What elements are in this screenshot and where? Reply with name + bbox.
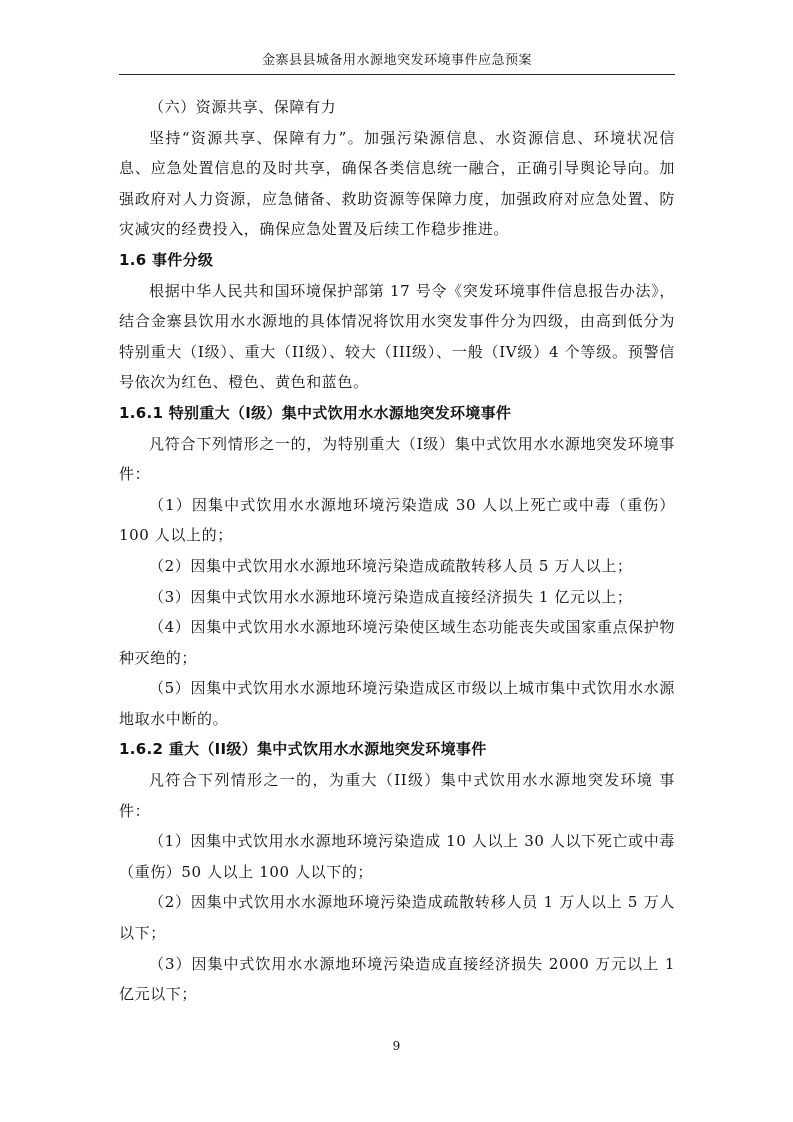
document-body bbox=[119, 92, 675, 1010]
section-heading-level-1: 1.6.1 特别重大（I级）集中式饮用水水源地突发环境事件 bbox=[119, 403, 512, 422]
list-item-level-2-3: （3）因集中式饮用水水源地环境污染造成直接经济损失 2000 万元以上 1 亿元以下； bbox=[119, 954, 675, 1004]
paragraph-level-2-intro: 凡符合下列情形之一的，为重大（II级）集中式饮用水水源地突发环境 事件： bbox=[119, 771, 675, 820]
list-item-level-1-4: （4）因集中式饮用水水源地环境污染使区域生态功能丧失或国家重点保护物种灭绝的； bbox=[119, 618, 675, 667]
section-heading-level-2: 1.6.2 重大（II级）集中式饮用水水源地突发环境事件 bbox=[119, 740, 487, 759]
header-divider bbox=[119, 74, 675, 75]
paragraph-level-1-intro: 凡符合下列情形之一的，为特别重大（I级）集中式饮用水水源地突发环境事件： bbox=[119, 434, 675, 484]
paragraph-resource-sharing: 坚持“资源共享、保障有力”。加强污染源信息、水资源信息、环境状况信息、应急处置信息的及时共享，确保各类信息统一融合，正确引导舆论导向。加强政府对人力资源，应急储备、救助资源等保障力度，加强政府对应急处置、防灾减灾的经费投入，确保应急处置及后续工作稳步推进。 bbox=[119, 128, 675, 239]
list-item-level-1-1: （1）因集中式饮用水水源地环境污染造成 30 人以上死亡或中毒（重伤）100 人以上的； bbox=[119, 495, 675, 545]
list-item-level-1-5: （5）因集中式饮用水水源地环境污染造成区市级以上城市集中式饮用水水源地取水中断的。 bbox=[119, 679, 675, 728]
list-item-level-2-2: （2）因集中式饮用水水源地环境污染造成疏散转移人员 1 万人以上 5 万人以下； bbox=[119, 893, 675, 943]
list-item-level-1-3: （3）因集中式饮用水水源地环境污染造成直接经济损失 1 亿元以上； bbox=[149, 587, 633, 606]
list-item-level-2-1: （1）因集中式饮用水水源地环境污染造成 10 人以上 30 人以下死亡或中毒（重伤）50 人以上 100 人以下的； bbox=[119, 832, 675, 881]
page-number: 9 bbox=[392, 1039, 401, 1053]
paragraph-classification-basis: 根据中华人民共和国环境保护部第 17 号令《突发环境事件信息报告办法》，结合金寨县饮用水水源地的具体情况将饮用水突发事件分为四级，由高到低分为特别重大（I级）、重大（II级）、较大（III级）、一般（IV级）4 个等级。预警信号依次为红色、橙色、黄色和蓝色。 bbox=[119, 281, 675, 392]
section-heading-event-classification: 1.6 事件分级 bbox=[119, 250, 214, 269]
running-header: 金寨县县城备用水源地突发环境事件应急预案 bbox=[261, 53, 532, 68]
subsection-heading-resource-sharing: （六）资源共享、保障有力 bbox=[149, 98, 337, 116]
list-item-level-1-2: （2）因集中式饮用水水源地环境污染造成疏散转移人员 5 万人以上； bbox=[149, 556, 633, 575]
